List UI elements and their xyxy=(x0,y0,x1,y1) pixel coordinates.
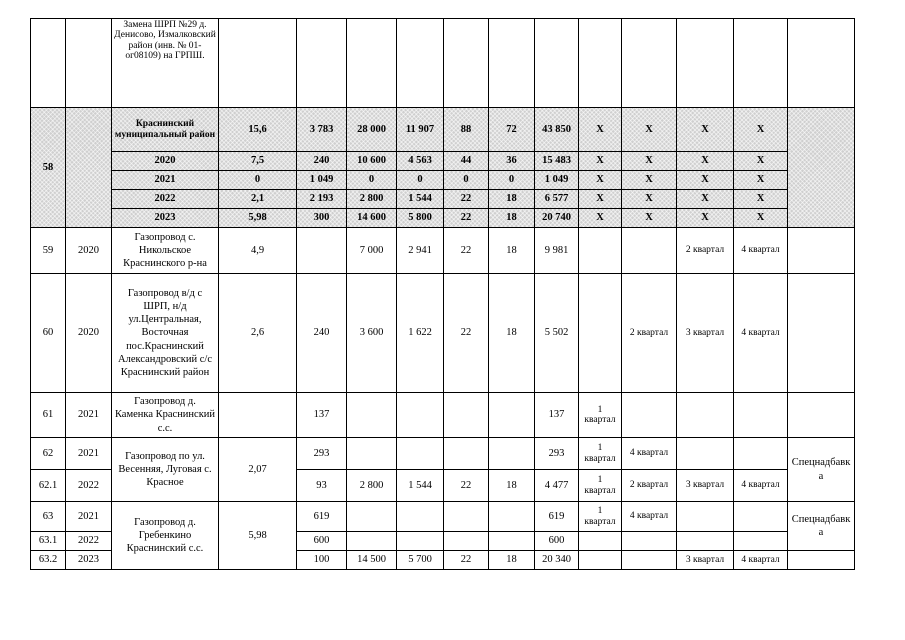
cell-q3: 3 квартал xyxy=(677,274,734,393)
cell-c4 xyxy=(444,438,489,470)
cell-q2: X xyxy=(622,190,677,209)
cell-q4: X xyxy=(734,108,788,152)
cell-c1: 3 783 xyxy=(297,108,347,152)
cell-total: 5 502 xyxy=(535,274,579,393)
cell-q2 xyxy=(622,532,677,551)
table-row xyxy=(31,274,855,393)
cell-c3: 1 622 xyxy=(397,274,444,393)
cell-note xyxy=(788,108,855,228)
cell-c5 xyxy=(489,438,535,470)
cell-c2: 2 800 xyxy=(347,470,397,502)
cell-q3 xyxy=(677,393,734,438)
cell-c4: 44 xyxy=(444,152,489,171)
cell-note xyxy=(788,393,855,438)
cell-num: 62.1 xyxy=(31,470,66,502)
cell-length: 2,1 xyxy=(219,190,297,209)
cell-q2: 2 квартал xyxy=(622,274,677,393)
cell-num: 58 xyxy=(31,108,66,228)
cell-q2: 4 квартал xyxy=(622,502,677,532)
table-row xyxy=(31,393,855,438)
cell-q3: X xyxy=(677,171,734,190)
cell-q2 xyxy=(622,551,677,570)
cell-c3 xyxy=(397,502,444,532)
cell-c3: 1 544 xyxy=(397,470,444,502)
cell-q2 xyxy=(622,393,677,438)
cell-total: 1 049 xyxy=(535,171,579,190)
cell-q3: X xyxy=(677,152,734,171)
cell-name: Газопровод д. Каменка Краснинский с.с. xyxy=(112,393,219,438)
cell-q1: 1 квартал xyxy=(579,470,622,502)
cell-note xyxy=(788,274,855,393)
cell-length: 4,9 xyxy=(219,228,297,274)
cell-c2 xyxy=(347,532,397,551)
cell-c5 xyxy=(489,532,535,551)
table-row xyxy=(31,228,855,274)
cell-q3: X xyxy=(677,108,734,152)
cell-c3 xyxy=(397,393,444,438)
investment-program-table xyxy=(30,18,855,570)
cell-c2 xyxy=(347,502,397,532)
cell-num: 62 xyxy=(31,438,66,470)
cell-c3: 1 544 xyxy=(397,190,444,209)
cell-c3: 2 941 xyxy=(397,228,444,274)
cell-total: 6 577 xyxy=(535,190,579,209)
cell-total: 9 981 xyxy=(535,228,579,274)
cell-num: 59 xyxy=(31,228,66,274)
table-row-district-summary xyxy=(31,108,855,152)
cell-year-label: 2022 xyxy=(112,190,219,209)
cell-c4: 22 xyxy=(444,551,489,570)
cell-q1: X xyxy=(579,108,622,152)
cell-total: 15 483 xyxy=(535,152,579,171)
cell-q3: X xyxy=(677,190,734,209)
cell-c3: 5 700 xyxy=(397,551,444,570)
cell-c2 xyxy=(347,438,397,470)
cell-c1: 619 xyxy=(297,502,347,532)
cell-length xyxy=(219,393,297,438)
cell-q2: X xyxy=(622,108,677,152)
cell-c2: 14 600 xyxy=(347,209,397,228)
cell-length: 0 xyxy=(219,171,297,190)
cell-c2: 10 600 xyxy=(347,152,397,171)
cell-num: 63 xyxy=(31,502,66,532)
cell-name: Газопровод с. Никольское Краснинского р-на xyxy=(112,228,219,274)
cell-q4: 4 квартал xyxy=(734,228,788,274)
cell-c5: 18 xyxy=(489,190,535,209)
cell-num: 63.1 xyxy=(31,532,66,551)
cell-c3: 11 907 xyxy=(397,108,444,152)
cell-q2: X xyxy=(622,171,677,190)
cell-c1: 300 xyxy=(297,209,347,228)
cell-c4: 22 xyxy=(444,470,489,502)
table-row xyxy=(31,19,855,108)
cell-name: Газопровод д. Гребенкино Краснинский с.с. xyxy=(112,502,219,570)
cell-c4: 88 xyxy=(444,108,489,152)
table-row-year xyxy=(31,152,855,171)
cell-length: 5,98 xyxy=(219,209,297,228)
cell-q4 xyxy=(734,438,788,470)
cell-year: 2021 xyxy=(66,502,112,532)
cell-name: Газопровод по ул. Весенняя, Луговая с. Красное xyxy=(112,438,219,502)
cell-total: 43 850 xyxy=(535,108,579,152)
cell-q2 xyxy=(622,228,677,274)
cell-q3: 3 квартал xyxy=(677,551,734,570)
cell-c4: 22 xyxy=(444,209,489,228)
cell-q1: X xyxy=(579,152,622,171)
cell-c1: 2 193 xyxy=(297,190,347,209)
cell-c2: 0 xyxy=(347,171,397,190)
cell-c1: 100 xyxy=(297,551,347,570)
cell-q4: 4 квартал xyxy=(734,551,788,570)
cell-total: 4 477 xyxy=(535,470,579,502)
cell-c2: 7 000 xyxy=(347,228,397,274)
cell-q1: X xyxy=(579,190,622,209)
cell-c1: 93 xyxy=(297,470,347,502)
cell-q4: X xyxy=(734,171,788,190)
cell-q4: 4 квартал xyxy=(734,274,788,393)
cell-c1 xyxy=(297,228,347,274)
cell-q3 xyxy=(677,438,734,470)
cell-total: 619 xyxy=(535,502,579,532)
cell-c1: 600 xyxy=(297,532,347,551)
cell-q1: X xyxy=(579,209,622,228)
table-row-year xyxy=(31,190,855,209)
cell-c2: 2 800 xyxy=(347,190,397,209)
cell-q1 xyxy=(579,274,622,393)
cell-c2: 3 600 xyxy=(347,274,397,393)
cell-length: 7,5 xyxy=(219,152,297,171)
cell-c4 xyxy=(444,393,489,438)
cell-year: 2023 xyxy=(66,551,112,570)
cell-q3: 3 квартал xyxy=(677,470,734,502)
cell-q3: 2 квартал xyxy=(677,228,734,274)
cell-c5: 18 xyxy=(489,209,535,228)
cell-q4: X xyxy=(734,152,788,171)
cell-note: Спецнадбавка xyxy=(788,502,855,551)
cell-year-label: 2021 xyxy=(112,171,219,190)
cell-length: 2,07 xyxy=(219,438,297,502)
cell-c3 xyxy=(397,532,444,551)
cell-num: 60 xyxy=(31,274,66,393)
cell-year-label: 2020 xyxy=(112,152,219,171)
cell-q4: X xyxy=(734,209,788,228)
cell-c4 xyxy=(444,502,489,532)
table-row-year xyxy=(31,209,855,228)
cell-c4: 22 xyxy=(444,190,489,209)
cell-q4 xyxy=(734,532,788,551)
cell-q2: 4 квартал xyxy=(622,438,677,470)
cell-c5 xyxy=(489,502,535,532)
cell-q4 xyxy=(734,393,788,438)
cell-note: Спецнадбавка xyxy=(788,438,855,502)
cell-name: Замена ШРП №29 д. Денисово, Измалковский район (инв. № 01-ог08109) на ГРПШ. xyxy=(112,19,219,108)
cell-c1: 293 xyxy=(297,438,347,470)
cell-q2: X xyxy=(622,209,677,228)
cell-total: 600 xyxy=(535,532,579,551)
cell-c1: 1 049 xyxy=(297,171,347,190)
cell-q2: X xyxy=(622,152,677,171)
cell-year xyxy=(66,108,112,228)
cell-q1: 1 квартал xyxy=(579,502,622,532)
cell-q1: X xyxy=(579,171,622,190)
cell-total: 20 740 xyxy=(535,209,579,228)
cell-q1: 1 квартал xyxy=(579,438,622,470)
cell-note xyxy=(788,228,855,274)
cell-name: Газопровод в/д с ШРП, н/д ул.Центральная, Восточная пос.Краснинский Александровский с/с Краснинский район xyxy=(112,274,219,393)
cell-q2: 2 квартал xyxy=(622,470,677,502)
cell-length: 2,6 xyxy=(219,274,297,393)
cell-c4: 0 xyxy=(444,171,489,190)
cell-year: 2022 xyxy=(66,470,112,502)
cell-c3: 0 xyxy=(397,171,444,190)
cell-c4: 22 xyxy=(444,228,489,274)
cell-q1 xyxy=(579,228,622,274)
cell-year: 2020 xyxy=(66,274,112,393)
cell-c2: 14 500 xyxy=(347,551,397,570)
cell-c5: 72 xyxy=(489,108,535,152)
cell-q4: X xyxy=(734,190,788,209)
cell-c5: 0 xyxy=(489,171,535,190)
cell-c5: 18 xyxy=(489,470,535,502)
cell-year xyxy=(66,19,112,108)
cell-c2 xyxy=(347,393,397,438)
cell-c5 xyxy=(489,393,535,438)
cell-c4: 22 xyxy=(444,274,489,393)
cell-year-label: 2023 xyxy=(112,209,219,228)
table-row xyxy=(31,438,855,470)
cell-q3 xyxy=(677,502,734,532)
cell-year: 2020 xyxy=(66,228,112,274)
table-row xyxy=(31,502,855,532)
cell-c3: 4 563 xyxy=(397,152,444,171)
cell-c2: 28 000 xyxy=(347,108,397,152)
cell-q1: 1 квартал xyxy=(579,393,622,438)
cell-q3: X xyxy=(677,209,734,228)
cell-c1: 137 xyxy=(297,393,347,438)
cell-q4: 4 квартал xyxy=(734,470,788,502)
cell-num: 63.2 xyxy=(31,551,66,570)
cell-year: 2021 xyxy=(66,393,112,438)
cell-c5: 18 xyxy=(489,551,535,570)
cell-length: 15,6 xyxy=(219,108,297,152)
cell-year: 2021 xyxy=(66,438,112,470)
cell-total: 293 xyxy=(535,438,579,470)
cell-c5: 18 xyxy=(489,228,535,274)
cell-note xyxy=(788,551,855,570)
cell-q4 xyxy=(734,502,788,532)
cell-total: 137 xyxy=(535,393,579,438)
cell-total: 20 340 xyxy=(535,551,579,570)
cell-c4 xyxy=(444,532,489,551)
cell-q1 xyxy=(579,551,622,570)
cell-year: 2022 xyxy=(66,532,112,551)
cell-c5: 36 xyxy=(489,152,535,171)
cell-q1 xyxy=(579,532,622,551)
cell-length: 5,98 xyxy=(219,502,297,570)
cell-q3 xyxy=(677,532,734,551)
cell-name: Краснинский муниципальный район xyxy=(112,108,219,152)
cell-c3 xyxy=(397,438,444,470)
cell-c1: 240 xyxy=(297,274,347,393)
table-row-year xyxy=(31,171,855,190)
cell-c1: 240 xyxy=(297,152,347,171)
cell-num: 61 xyxy=(31,393,66,438)
cell-c3: 5 800 xyxy=(397,209,444,228)
cell-c5: 18 xyxy=(489,274,535,393)
cell-num xyxy=(31,19,66,108)
